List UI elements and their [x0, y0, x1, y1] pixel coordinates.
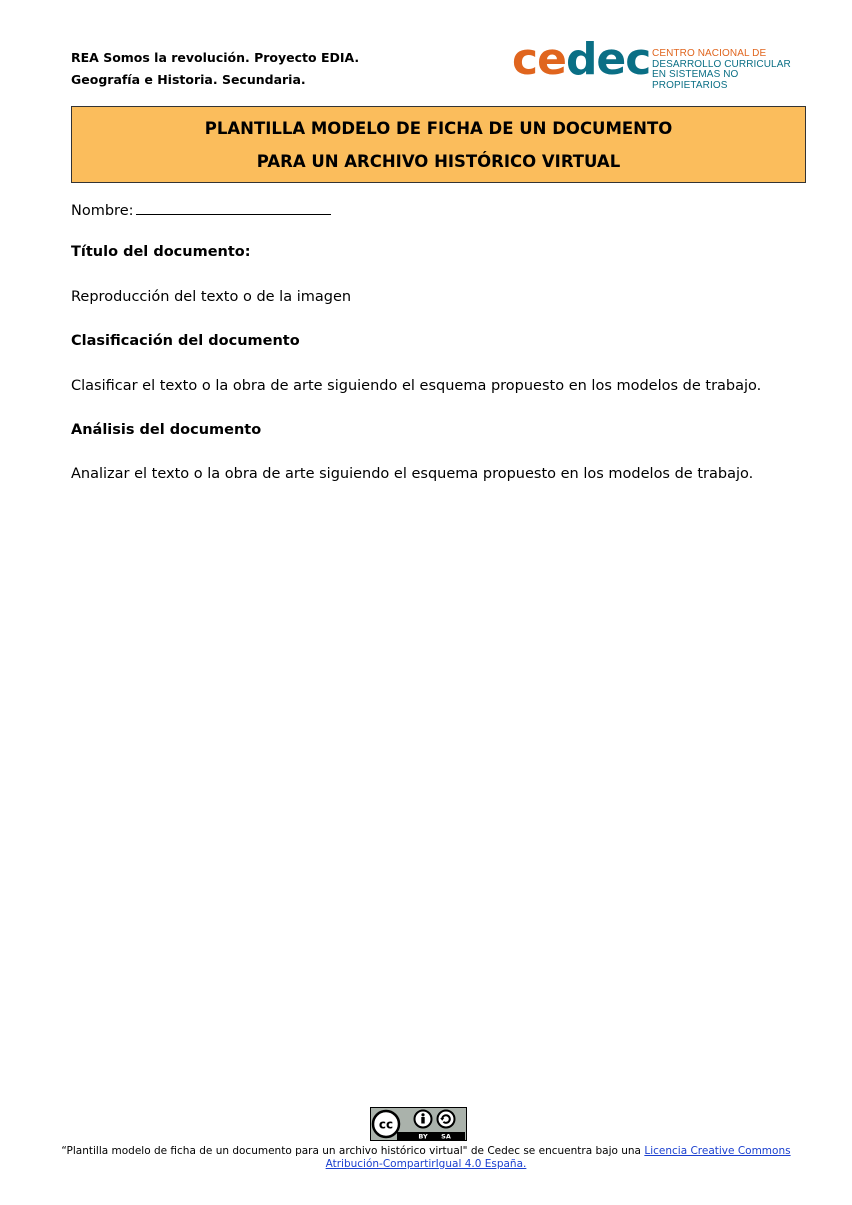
- reproduction-text: Reproducción del texto o de la imagen: [71, 289, 352, 305]
- logo-sub-line2: DESARROLLO CURRICULAR: [652, 58, 791, 70]
- header-subject-line: Geografía e Historia. Secundaria.: [71, 72, 306, 87]
- header-project-line: REA Somos la revolución. Proyecto EDIA.: [71, 50, 360, 65]
- analysis-heading: Análisis del documento: [71, 422, 262, 438]
- creative-commons-icon: [373, 1111, 399, 1137]
- cedec-logo-wordmark: [512, 34, 650, 85]
- doc-title-heading: Título del documento:: [71, 244, 251, 260]
- share-alike-icon: [438, 1111, 455, 1128]
- logo-word-part2: dec: [565, 34, 651, 85]
- by-label: BY: [418, 1132, 428, 1140]
- cedec-logo: [512, 34, 812, 91]
- logo-sub-line3: EN SISTEMAS NO PROPIETARIOS: [652, 69, 739, 91]
- classification-text: Clasificar el texto o la obra de arte siguiendo el esquema propuesto en los modelos de trabajo.: [71, 378, 762, 394]
- title-line1: PLANTILLA MODELO DE FICHA DE UN DOCUMENTO: [204, 118, 673, 138]
- sa-label: SA: [441, 1132, 451, 1140]
- name-label: Nombre:: [71, 203, 134, 219]
- license-link-part2[interactable]: Atribución-CompartirIgual 4.0 España.: [325, 1158, 527, 1170]
- logo-sub-line1: CENTRO NACIONAL DE: [652, 48, 767, 59]
- classification-heading: Clasificación del documento: [71, 333, 300, 349]
- cc-license-badge[interactable]: [370, 1107, 467, 1141]
- footer-text: “Plantilla modelo de ficha de un documento para un archivo histórico virtual" de Cedec se encuentra bajo una: [61, 1145, 645, 1157]
- cedec-logo-subtitle: [652, 49, 812, 91]
- license-footer: [60, 1145, 792, 1171]
- name-field: [71, 200, 331, 219]
- title-box: [71, 106, 806, 183]
- license-link-part1[interactable]: Licencia Creative Commons: [644, 1145, 791, 1157]
- cc-badge-graphic: [371, 1108, 466, 1140]
- cc-text: cc: [378, 1117, 394, 1132]
- title-line2: PARA UN ARCHIVO HISTÓRICO VIRTUAL: [256, 151, 621, 171]
- analysis-text: Analizar el texto o la obra de arte siguiendo el esquema propuesto en los modelos de trabajo.: [71, 466, 754, 482]
- logo-word-part1: ce: [512, 34, 566, 85]
- document-header: [71, 47, 359, 91]
- attribution-icon: [415, 1111, 432, 1128]
- name-blank-line: [136, 200, 331, 215]
